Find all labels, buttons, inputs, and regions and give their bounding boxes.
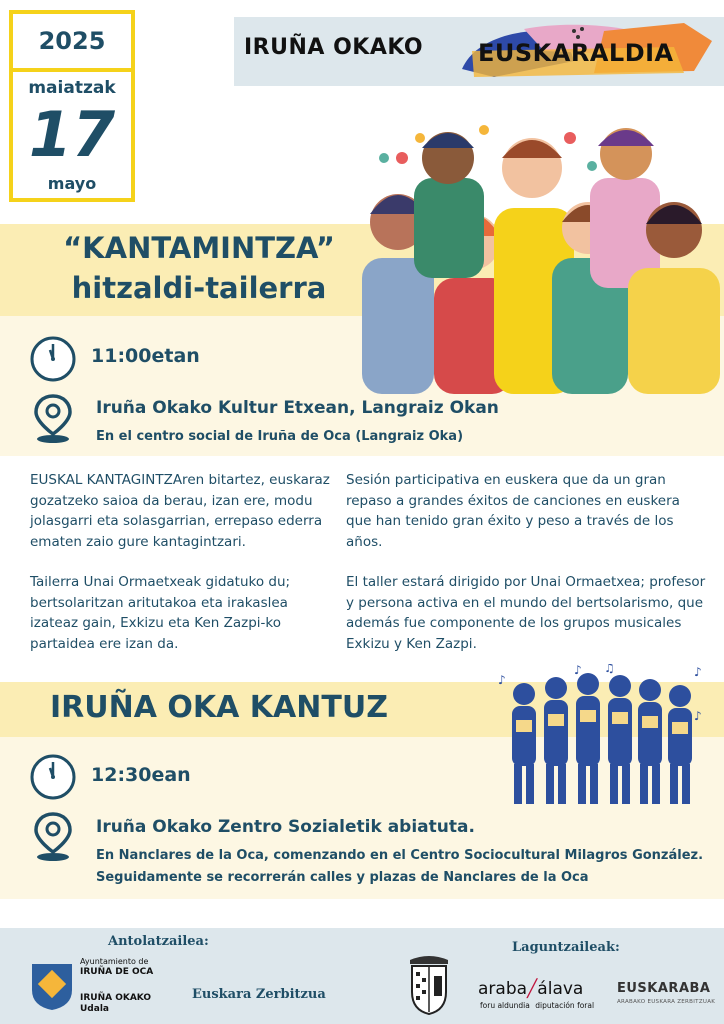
event1-place-main: Iruña Okako Kultur Etxean, Langraiz Okan bbox=[96, 398, 499, 418]
udala-line1: IRUÑA OKAKO bbox=[80, 993, 152, 1003]
location-pin-icon bbox=[33, 812, 73, 862]
es-paragraph-1: Sesión participativa en euskera que da un gran repaso a grandes éxitos de canciones en euskera que han tenido gran éxito y peso a través de los años. bbox=[346, 472, 680, 550]
event1-title-line2: hitzaldi-tailerra bbox=[71, 271, 327, 305]
singers-illustration bbox=[360, 118, 724, 394]
iruna-oca-logo-icon bbox=[28, 960, 76, 1012]
es-paragraph-2: El taller estará dirigido por Unai Ormaetxea; profesor y persona activa en el mundo del bertsolarismo, que además fue componente de los grupos musicales Exkizu y Ken Zazpi. bbox=[346, 574, 706, 652]
araba-slash-icon: ╱ bbox=[527, 979, 538, 999]
araba-text: araba bbox=[478, 979, 528, 999]
ayto-line2: IRUÑA DE OCA bbox=[80, 967, 154, 977]
eu-paragraph-1: EUSKAL KANTAGINTZAren bitartez, euskaraz gozatzeko saioa da berau, izan ere, modu jolasgarri eta solasgarrian, errepaso ederra ematen zaio gure kantagintzari. bbox=[30, 472, 330, 550]
eu-paragraph-2: Tailerra Unai Ormaetxeak gidatuko du; bertsolaritzan aritutakoa eta irakaslea izateaz gain, Exkizu eta Ken Zazpi-ko partaidea ere izan da. bbox=[30, 574, 291, 652]
header-banner bbox=[234, 17, 724, 86]
date-month-es: mayo bbox=[47, 174, 97, 193]
organizer-label: Antolatzailea: bbox=[108, 934, 209, 949]
event2-place-sub-line2: Seguidamente se recorrerán calles y plazas de Nanclares de la Oca bbox=[96, 870, 589, 885]
event1-title-line1: “KANTAMINTZA” bbox=[63, 231, 335, 265]
event1-time: 11:00etan bbox=[91, 345, 200, 367]
clock-icon bbox=[30, 754, 76, 800]
svg-text:♪: ♪ bbox=[574, 664, 582, 677]
event2-title: IRUÑA OKA KANTUZ bbox=[50, 690, 388, 725]
date-month-eu: maiatzak bbox=[28, 78, 116, 98]
araba-subtitle bbox=[480, 1001, 594, 1010]
location-pin-icon bbox=[33, 394, 73, 444]
alava-text: álava bbox=[537, 979, 584, 999]
choir-silhouette-icon bbox=[494, 664, 708, 806]
header-title: IRUÑA OKAKO bbox=[244, 35, 424, 60]
event1-title bbox=[44, 228, 354, 308]
event2-place-sub-line1: En Nanclares de la Oca, comenzando en el Centro Sociocultural Milagros González. bbox=[96, 848, 704, 863]
foru-aldundia-text: foru aldundia bbox=[480, 1001, 530, 1010]
event2-place-sub bbox=[96, 845, 716, 889]
clock-icon bbox=[30, 336, 76, 382]
service-label: Euskara Zerbitzua bbox=[192, 987, 326, 1002]
date-year: 2025 bbox=[13, 14, 131, 72]
svg-text:♪: ♪ bbox=[694, 709, 702, 723]
ayto-line1: Ayuntamiento de bbox=[80, 957, 149, 966]
euskaraba-logo: EUSKARABA bbox=[617, 981, 711, 996]
spanish-description bbox=[346, 470, 706, 654]
araba-logo bbox=[478, 979, 583, 999]
svg-text:♪: ♪ bbox=[498, 673, 506, 687]
coat-of-arms-icon bbox=[404, 952, 454, 1016]
svg-text:♫: ♫ bbox=[604, 664, 615, 675]
svg-text:♪: ♪ bbox=[694, 665, 702, 679]
collaborators-label: Laguntzaileak: bbox=[512, 940, 620, 955]
diputacion-foral-text: diputación foral bbox=[535, 1001, 595, 1010]
event1-place-sub: En el centro social de Iruña de Oca (Langraiz Oka) bbox=[96, 429, 464, 444]
euskaraldia-logo-text: EUSKARALDIA bbox=[478, 39, 674, 67]
udala-line2: Udala bbox=[80, 1004, 109, 1014]
euskaraba-subtitle: ARABAKO EUSKARA ZERBITZUAK bbox=[617, 999, 716, 1005]
event2-time: 12:30ean bbox=[91, 764, 191, 786]
event2-place-main: Iruña Okako Zentro Sozialetik abiatuta. bbox=[96, 817, 475, 837]
date-day: 17 bbox=[28, 98, 116, 171]
basque-description bbox=[30, 470, 336, 654]
date-box bbox=[9, 10, 135, 202]
